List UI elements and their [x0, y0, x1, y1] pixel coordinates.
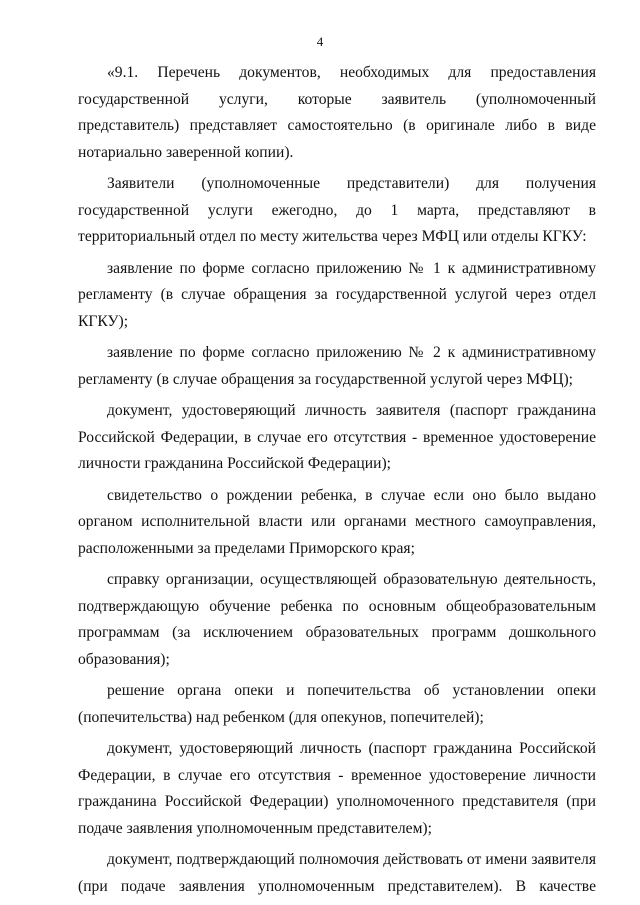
document-body	[78, 60, 596, 905]
list-item-authority-document: документ, подтверждающий полномочия действовать от имени заявителя (при подаче заявления уполномоченным представителем). В качестве	[78, 851, 596, 895]
list-item-applicant-identity-document: документ, удостоверяющий личность заявителя (паспорт гражданина Российской Федерации, в случае его отсутствия - временное удостоверение личности гражданина Российской Федерации);	[78, 402, 596, 472]
list-item-representative-identity-document: документ, удостоверяющий личность (паспорт гражданина Российской Федерации, в случае его отсутствия - временное удостоверение личности гражданина Российской Федерации) уполномоченного представителя (при подаче заявления уполномоченным представителем);	[78, 740, 596, 837]
paragraph-applicants-submit: Заявители (уполномоченные представители) для получения государственной услуги ежегодно, до 1 марта, представляют в территориальный отдел по месту жительства через МФЦ или отделы КГКУ:	[78, 175, 596, 245]
list-item-birth-certificate: свидетельство о рождении ребенка, в случае если оно было выдано органом исполнительной власти или органами местного самоуправления, расположенными за пределами Приморского края;	[78, 486, 596, 557]
list-item-guardianship-decision: решение органа опеки и попечительства об установлении опеки (попечительства) над ребенком (для опекунов, попечителей);	[78, 682, 596, 726]
page-number: 4	[316, 34, 324, 49]
paragraph-section-9-1-intro: «9.1. Перечень документов, необходимых для предоставления государственной услуги, которые заявитель (уполномоченный представитель) представляет самостоятельно (в оригинале либо в виде нотариально заверенной копии).	[78, 64, 596, 161]
list-item-education-certificate: справку организации, осуществляющей образовательную деятельность, подтверждающую обучение ребенка по основным общеобразовательным программам (за исключением образовательных программ дошкольного образования);	[78, 571, 596, 668]
list-item-application-form-1: заявление по форме согласно приложению № 1 к административному регламенту (в случае обращения за государственной услугой через отдел КГКУ);	[78, 259, 596, 330]
list-item-application-form-2: заявление по форме согласно приложению № 2 к административному регламенту (в случае обращения за государственной услугой через МФЦ);	[78, 344, 596, 388]
